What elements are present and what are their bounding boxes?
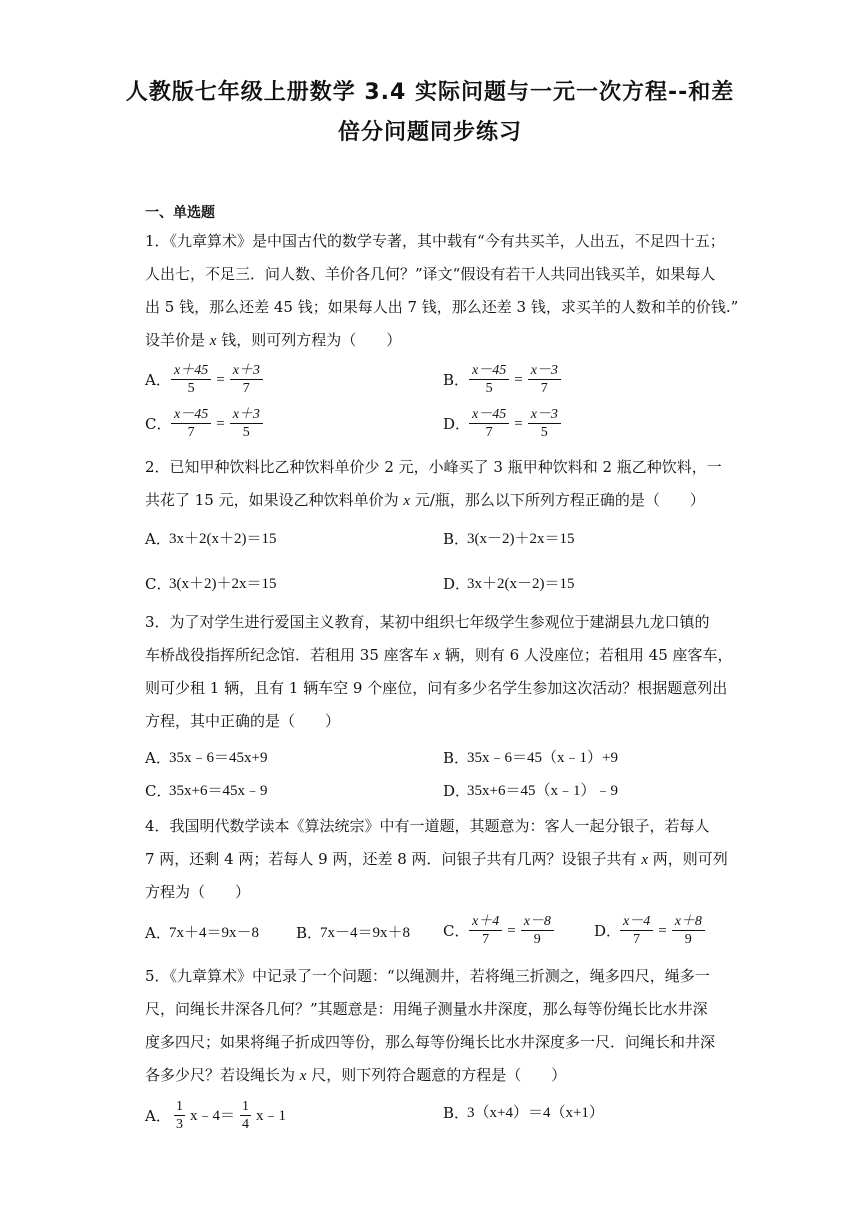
fraction: [469, 362, 509, 397]
numerator: x＋4: [469, 913, 502, 931]
option-label: D．: [443, 575, 471, 593]
q4-text-line-3: 方程为（ ）: [145, 883, 251, 901]
q1-stem-part: 设羊价是: [145, 331, 210, 349]
option-equation: 35x+6＝45（x﹣1）﹣9: [467, 783, 618, 799]
q1-option-d[interactable]: [443, 406, 563, 441]
q3-text-line-1: 3．为了对学生进行爱国主义教育，某初中组织七年级学生参观位于建湖县九龙口镇的: [145, 613, 710, 631]
fraction: [469, 406, 509, 441]
q3-text-line-3: 则可少租 1 辆，且有 1 辆车空 9 个座位，问有多少名学生参加这次活动？根据题意列出: [145, 679, 728, 697]
fraction: [171, 406, 211, 441]
denominator: 9: [533, 932, 541, 947]
fraction: [230, 406, 263, 441]
denominator: 9: [684, 932, 692, 947]
numerator: x－45: [469, 362, 509, 380]
variable-x: x: [403, 493, 411, 509]
numerator: x＋3: [230, 406, 263, 424]
variable-x: x: [299, 1068, 307, 1084]
q4-option-a[interactable]: [145, 922, 259, 944]
q4-option-d[interactable]: [594, 913, 707, 948]
option-label: B．: [296, 924, 323, 942]
q5-text-line-1: 5．《九章算术》中记录了一个问题：“以绳测井，若将绳三折测之，绳多四尺，绳多一: [145, 967, 710, 985]
option-label: D．: [443, 414, 471, 433]
fraction: [521, 913, 554, 948]
option-label: A．: [145, 749, 171, 767]
denominator: 5: [540, 425, 548, 440]
option-equation: 7x－4＝9x＋8: [320, 925, 411, 941]
variable-x: x: [433, 648, 441, 664]
q5-option-a[interactable]: [145, 1098, 286, 1133]
q2-option-b[interactable]: [443, 528, 575, 550]
equals-sign: =: [216, 415, 225, 432]
option-label: B．: [443, 370, 470, 389]
option-equation-part: x﹣1: [256, 1107, 287, 1124]
option-equation: 35x﹣6＝45x+9: [169, 750, 268, 766]
numerator: x－45: [469, 406, 509, 424]
q2-text-line-1: 2．已知甲种饮料比乙种饮料单价少 2 元，小峰买了 3 瓶甲种饮料和 2 瓶乙种饮料，一: [145, 458, 722, 476]
q1-stem-part: 钱，则可列方程为（ ）: [216, 331, 402, 349]
numerator: x＋45: [171, 362, 211, 380]
fraction: [672, 913, 705, 948]
option-label: D．: [443, 782, 471, 800]
denominator: 7: [242, 381, 250, 396]
q2-stem-part: 共花了 15 元，如果设乙种饮料单价为: [145, 491, 404, 509]
equals-sign: =: [658, 922, 667, 939]
numerator: 1: [176, 1099, 183, 1114]
q1-text-line-4: [145, 329, 401, 352]
q5-text-line-4: [145, 1064, 566, 1087]
equals-sign: =: [507, 922, 516, 939]
option-label: C．: [443, 921, 470, 940]
option-label: B．: [443, 530, 470, 548]
q2-option-c[interactable]: [145, 573, 277, 595]
q5-stem-part: 尺，则下列符合题意的方程是（ ）: [306, 1066, 567, 1084]
q4-stem-part: 7 两，还剩 4 两；若每人 9 两，还差 8 两．问银子共有几两？设银子共有: [145, 850, 642, 868]
fraction: [528, 362, 561, 397]
q3-text-line-4: 方程，其中正确的是（ ）: [145, 712, 341, 730]
denominator: 5: [485, 381, 493, 396]
q5-option-b[interactable]: [443, 1102, 604, 1124]
numerator: x＋3: [230, 362, 263, 380]
denominator: 7: [485, 425, 493, 440]
fraction: [620, 913, 653, 948]
option-label: A．: [145, 370, 171, 389]
q2-option-d[interactable]: [443, 573, 575, 595]
q4-stem-part: 两，则可列: [648, 850, 728, 868]
q1-text-line-3: 出 5 钱，那么还差 45 钱；如果每人出 7 钱，那么还差 3 钱，求买羊的人数和羊的价钱.”: [145, 298, 739, 316]
numerator: x－3: [528, 406, 561, 424]
option-label: A．: [145, 924, 171, 942]
fraction: [230, 362, 263, 397]
equals-sign: =: [216, 371, 225, 388]
q1-option-b[interactable]: [443, 362, 563, 397]
option-label: B．: [443, 1104, 470, 1122]
option-equation: 3(x－2)＋2x＝15: [467, 531, 575, 547]
denominator: 7: [482, 932, 490, 947]
q1-text-line-2: 人出七，不足三．问人数、羊价各几何？”译文“假设有若干人共同出钱买羊，如果每人: [145, 265, 716, 283]
q1-option-a[interactable]: [145, 362, 265, 397]
option-equation: 3（x+4）＝4（x+1）: [467, 1105, 604, 1121]
option-label: C．: [145, 782, 172, 800]
q5-text-line-3: 度多四尺；如果将绳子折成四等份，那么每等份绳长比水井深度多一尺．问绳长和井深: [145, 1033, 716, 1051]
q3-stem-part: 车桥战役指挥所纪念馆．若租用 35 座客车: [145, 646, 434, 664]
q3-option-c[interactable]: [145, 780, 267, 802]
numerator: x－45: [171, 406, 211, 424]
q1-option-c[interactable]: [145, 406, 265, 441]
equals-sign: =: [514, 371, 523, 388]
denominator: 7: [540, 381, 548, 396]
option-equation: 3x＋2(x－2)＝15: [467, 576, 575, 592]
denominator: 3: [176, 1117, 183, 1132]
q4-text-line-2: [145, 848, 728, 871]
fraction: [528, 406, 561, 441]
option-label: C．: [145, 414, 172, 433]
option-equation-part: x﹣4＝: [190, 1107, 236, 1124]
option-label: A．: [145, 1106, 171, 1125]
numerator: 1: [242, 1099, 250, 1114]
section-heading: 一、单选题: [145, 205, 215, 221]
q5-stem-part: 各多少尺？若设绳长为: [145, 1066, 300, 1084]
denominator: 5: [242, 425, 250, 440]
denominator: 7: [633, 932, 641, 947]
option-label: A．: [145, 530, 171, 548]
numerator: x＋8: [672, 913, 705, 931]
variable-x: x: [641, 852, 648, 868]
q3-option-d[interactable]: [443, 780, 618, 802]
denominator: 7: [187, 425, 195, 440]
option-label: B．: [443, 749, 470, 767]
option-equation: 35x﹣6＝45（x﹣1）+9: [467, 750, 618, 766]
q1-text-line-1: 1．《九章算术》是中国古代的数学专著，其中载有“今有共买羊，人出五，不足四十五；: [145, 232, 725, 250]
fraction: [240, 1098, 251, 1133]
fraction: [469, 913, 502, 948]
option-label: C．: [145, 575, 172, 593]
page-title-line-1: 人教版七年级上册数学 3.4 实际问题与一元一次方程--和差: [125, 80, 735, 105]
q4-option-b[interactable]: [296, 922, 410, 944]
denominator: 5: [187, 381, 195, 396]
page-title-line-2: 倍分问题同步练习: [337, 120, 522, 145]
fraction: [171, 362, 211, 397]
q5-text-line-2: 尺，问绳长井深各几何？”其题意是：用绳子测量水井深度，那么每等份绳长比水井深: [145, 1000, 708, 1018]
option-equation: 35x+6＝45x﹣9: [169, 783, 268, 799]
q3-option-b[interactable]: [443, 747, 618, 769]
q3-stem-part: 辆，则有 6 人没座位；若租用 45 座客车，: [440, 646, 733, 664]
numerator: x－4: [620, 913, 653, 931]
q2-option-a[interactable]: [145, 528, 277, 550]
variable-x: x: [209, 333, 217, 349]
option-label: D．: [594, 921, 622, 940]
q4-text-line-1: 4．我国明代数学读本《算法统宗》中有一道题，其题意为：客人一起分银子，若每人: [145, 817, 710, 835]
q3-option-a[interactable]: [145, 747, 267, 769]
q2-stem-part: 元/瓶，那么以下所列方程正确的是（ ）: [410, 491, 705, 509]
numerator: x－3: [528, 362, 561, 380]
option-equation: 7x＋4＝9x－8: [169, 925, 260, 941]
q4-option-c[interactable]: [443, 913, 556, 948]
q3-text-line-2: [145, 644, 733, 667]
equals-sign: =: [514, 415, 523, 432]
numerator: x－8: [521, 913, 554, 931]
option-equation: 3x＋2(x＋2)＝15: [169, 531, 277, 547]
q2-text-line-2: [145, 489, 705, 512]
fraction: [174, 1098, 185, 1133]
denominator: 4: [242, 1117, 250, 1132]
option-equation: 3(x＋2)＋2x＝15: [169, 576, 277, 592]
